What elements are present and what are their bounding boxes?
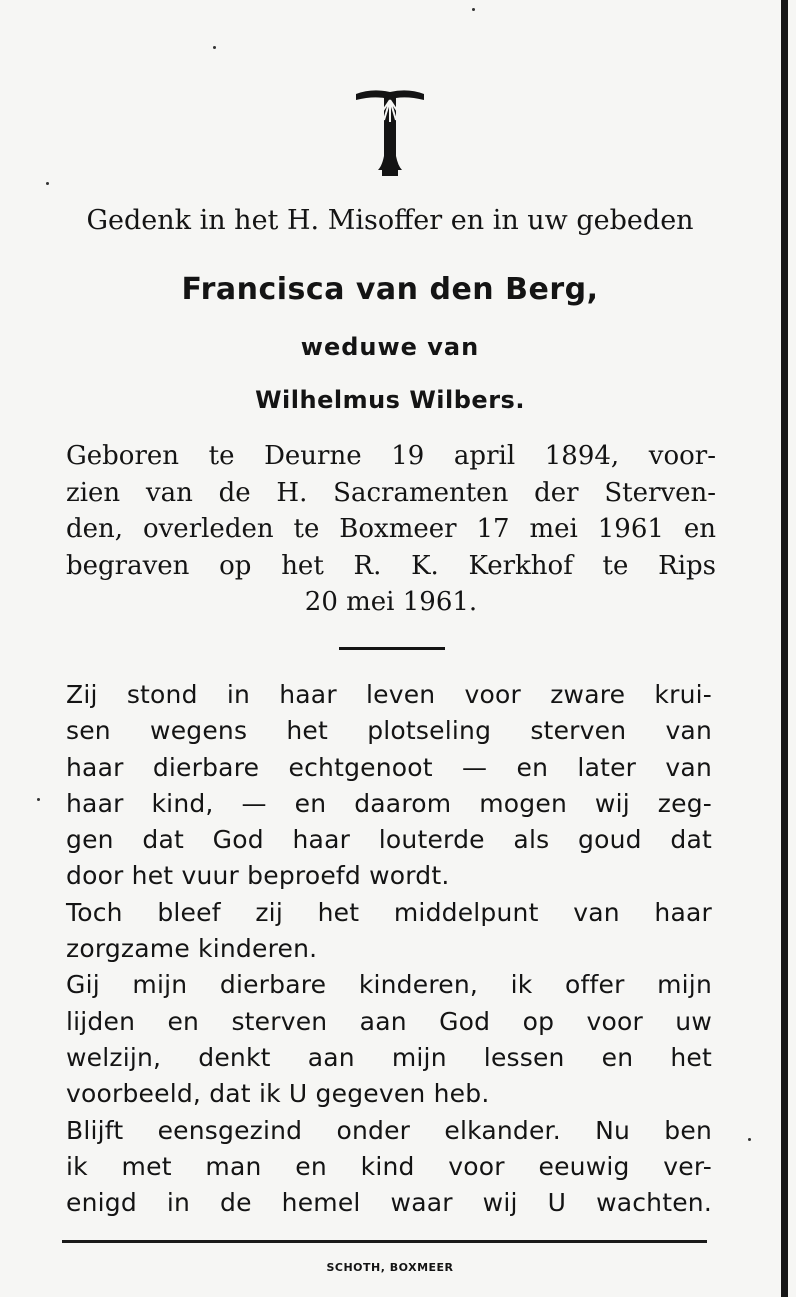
print-speck <box>472 8 475 11</box>
text-line: Zij stond in haar leven voor zware krui- <box>66 680 712 709</box>
text-line: Blijft eensgezind onder elkander. Nu ben <box>66 1115 712 1145</box>
memorial-text <box>66 677 712 1221</box>
printer-credit: SCHOTH, BOXMEER <box>326 1261 454 1274</box>
text-line: haar dierbare echtgenoot — en later van <box>66 752 712 782</box>
bio-line: begraven op het R. K. Kerkhof te Rips <box>66 550 716 581</box>
text-line: Toch bleef zij het middelpunt van haar <box>66 897 712 927</box>
bio-line: zien van de H. Sacramenten der Sterven- <box>66 477 716 508</box>
bio-line: den, overleden te Boxmeer 17 mei 1961 en <box>66 514 716 544</box>
print-speck <box>46 182 49 185</box>
text-line: zorgzame kinderen. <box>66 934 318 964</box>
biography-block <box>66 438 716 621</box>
text-line: ik met man en kind voor eeuwig ver- <box>66 1151 712 1181</box>
text-line: Gij mijn dierbare kinderen, ik offer mijn <box>66 970 712 1000</box>
bio-line: 20 mei 1961. <box>304 587 478 617</box>
card-edge-border <box>781 0 788 1297</box>
text-line: voorbeeld, dat ik U gegeven heb. <box>66 1079 490 1109</box>
print-speck <box>37 798 40 801</box>
section-divider <box>339 647 445 650</box>
footer-rule <box>62 1240 707 1243</box>
intro-line: Gedenk in het H. Misoffer en in uw gebeden <box>86 205 694 236</box>
text-line: enigd in de hemel waar wij U wachten. <box>66 1188 712 1218</box>
text-line: gen dat God haar louterde als goud dat <box>66 825 712 855</box>
text-line: welzijn, denkt aan mijn lessen en het <box>66 1042 712 1072</box>
text-line: haar kind, — en daarom mogen wij zeg- <box>66 788 712 818</box>
print-speck <box>213 46 216 49</box>
husband-name: Wilhelmus Wilbers. <box>255 386 525 414</box>
text-line: lijden en sterven aan God op voor uw <box>66 1006 712 1036</box>
cross-icon <box>352 86 428 178</box>
bio-line: Geboren te Deurne 19 april 1894, voor- <box>66 441 716 471</box>
print-speck <box>748 1138 751 1141</box>
text-line: door het vuur beproefd wordt. <box>66 861 450 891</box>
deceased-name: Francisca van den Berg, <box>181 272 599 307</box>
widow-of-label: weduwe van <box>300 333 480 361</box>
text-line: sen wegens het plotseling sterven van <box>66 716 712 746</box>
